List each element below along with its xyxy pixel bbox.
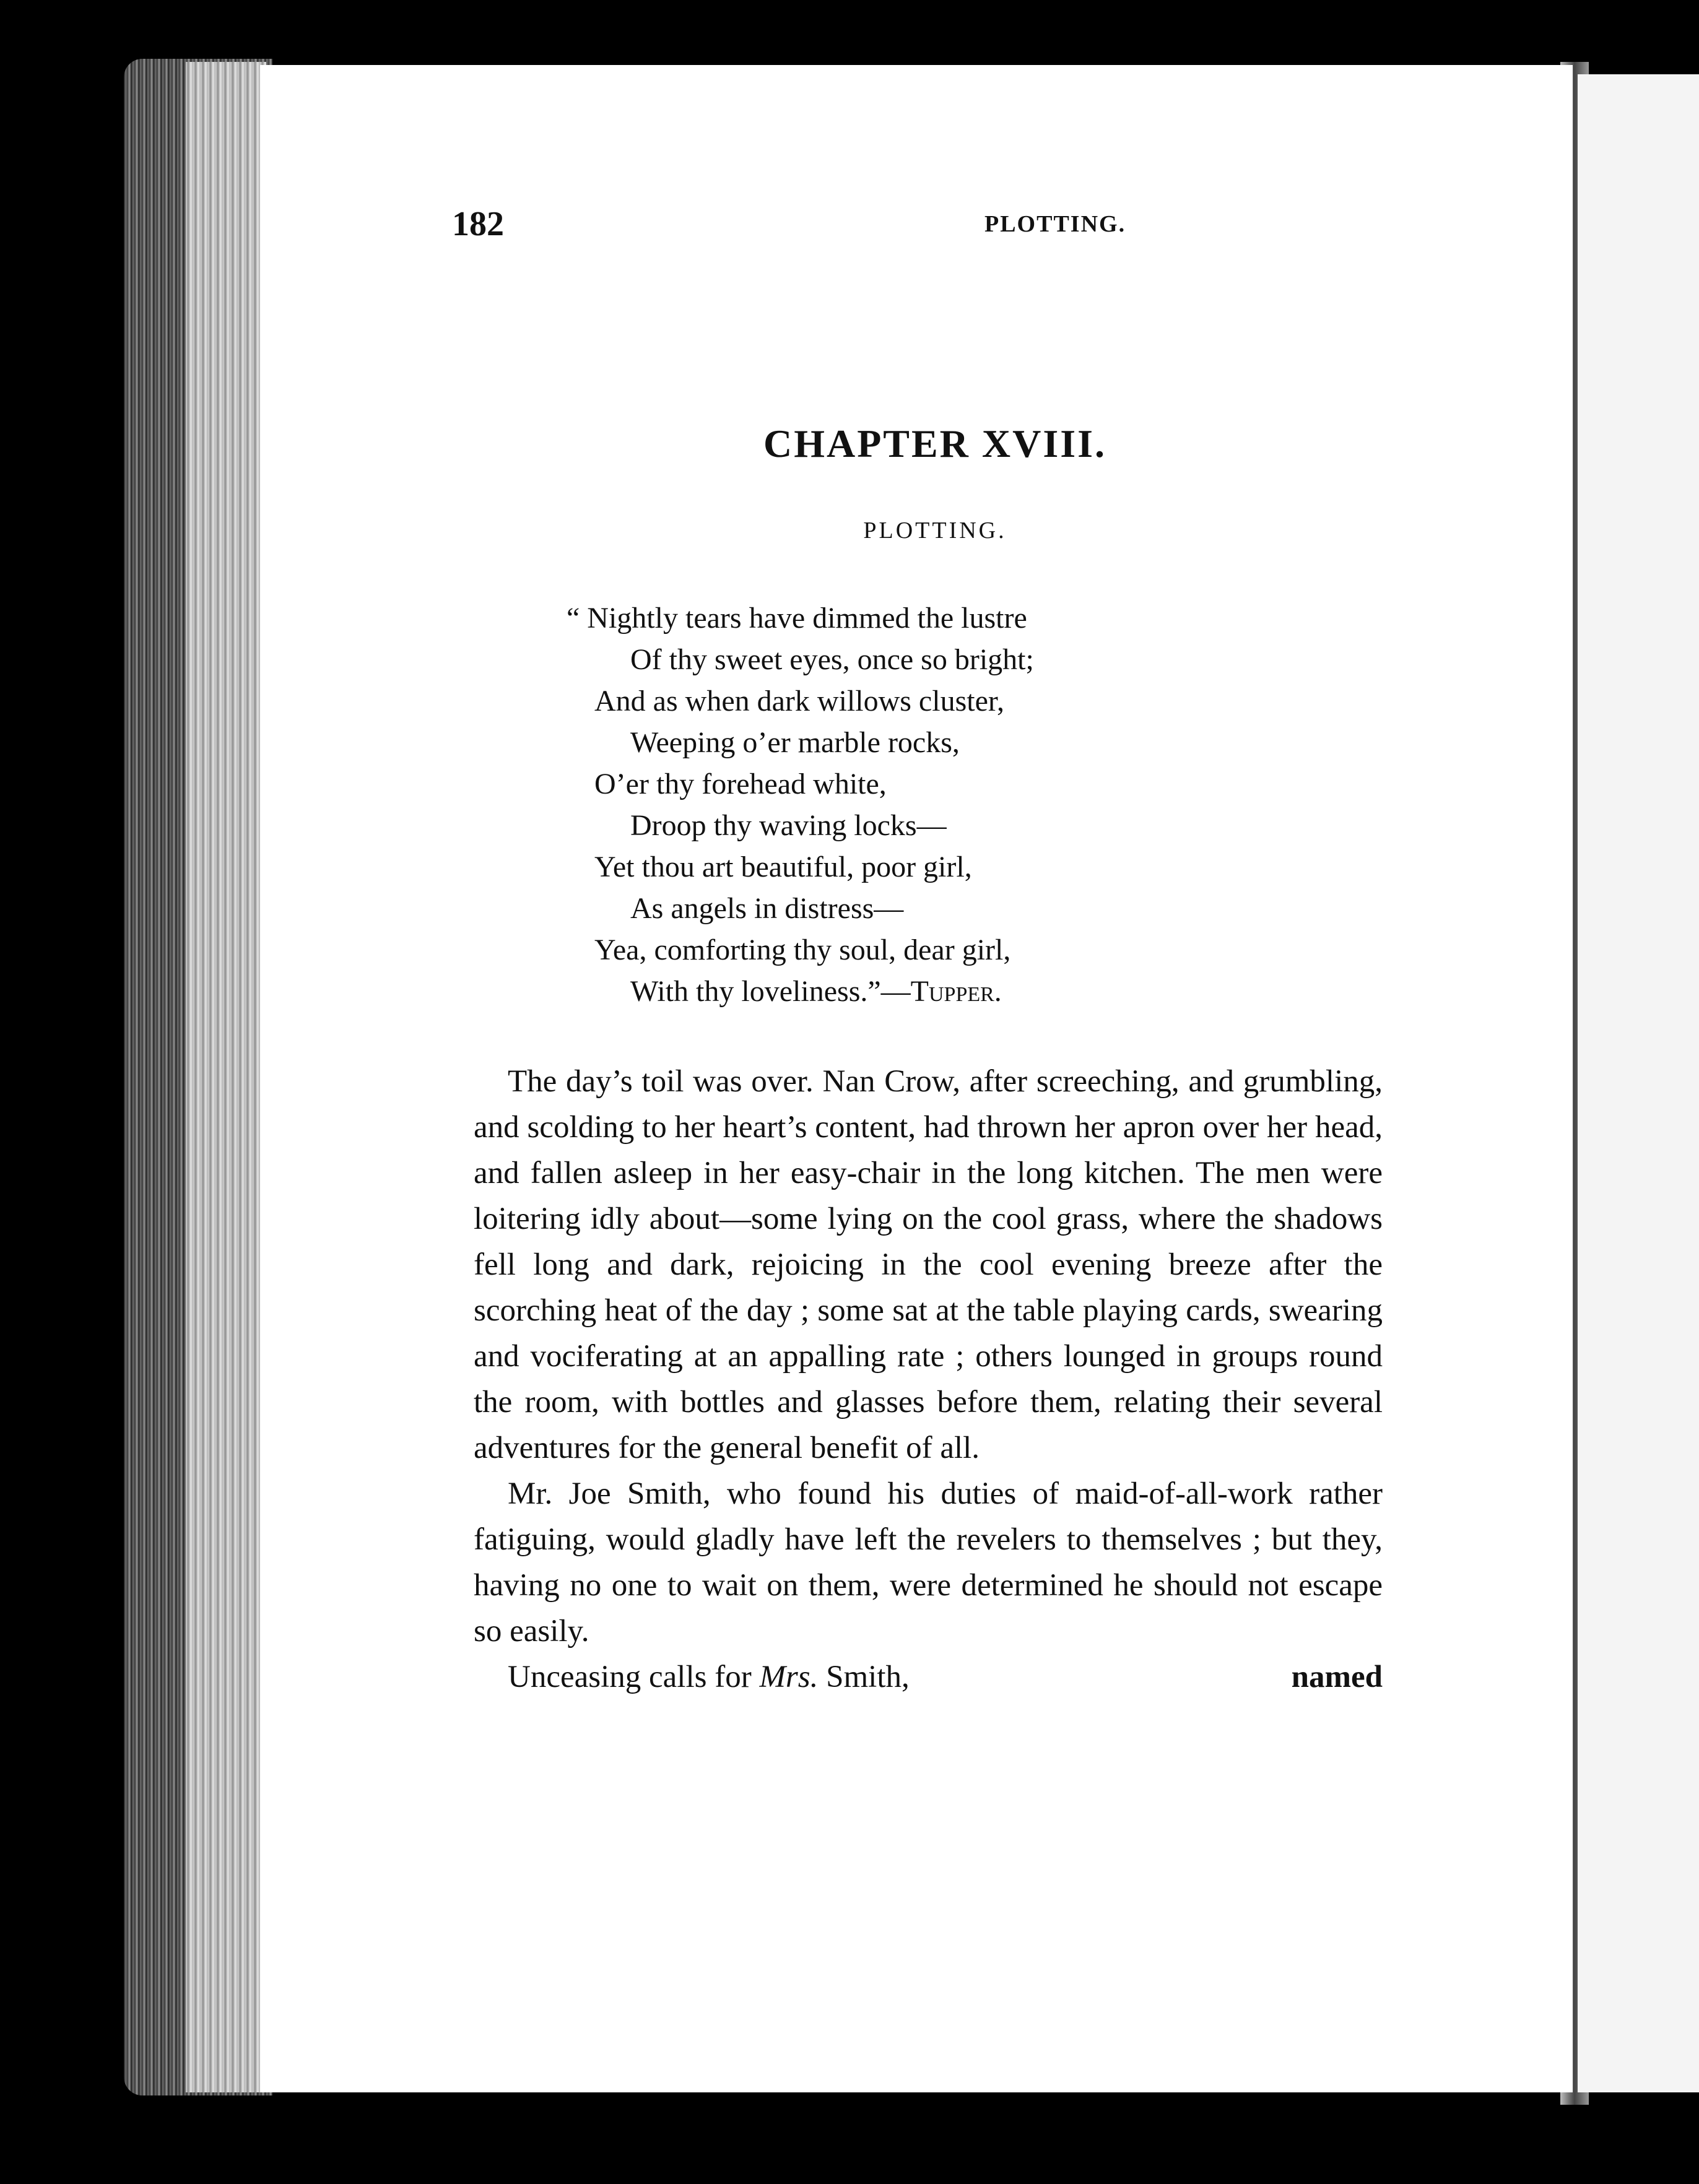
paragraph-end-word: named	[1291, 1660, 1383, 1694]
paragraph-text: Unceasing calls for	[508, 1660, 760, 1694]
epigraph-line: O’er thy forehead white,	[594, 768, 887, 800]
page-edges-highlight	[186, 62, 266, 2092]
body-text	[474, 1059, 1383, 1700]
epigraph-line: Droop thy waving locks—	[630, 809, 947, 842]
paragraph-text: Smith,	[818, 1660, 910, 1694]
epigraph-last-line	[594, 971, 1461, 1012]
epigraph-line: “ Nightly tears have dimmed the lustre	[567, 602, 1027, 635]
epigraph-line: As angels in distress—	[630, 892, 904, 925]
book-page	[260, 65, 1573, 2092]
epigraph	[567, 597, 1461, 1012]
paragraph: The day’s toil was over. Nan Crow, after screeching, and grumbling, and scolding to her heart’s content, had thrown her apron over her head, and fallen asleep in her easy-chair in the long kitchen. The men were loitering idly about—some lying on the cool grass, where the shadows fell long and dark, rejoicing in the cool evening breeze after the scorching heat of the day ; some sat at the table playing cards, swearing and vociferating at an appalling rate ; others lounged in groups round the room, with bottles and glasses before them, relating their several adventures for the general benefit of all.	[474, 1064, 1383, 1465]
running-head	[452, 204, 1381, 254]
paragraph-partial	[474, 1654, 1383, 1700]
chapter-title: CHAPTER XVIII.	[763, 422, 1107, 466]
page-number: 182	[452, 205, 504, 243]
epigraph-line: Yea, comforting thy soul, dear girl,	[594, 934, 1011, 966]
facing-page-edge	[1578, 74, 1699, 2092]
epigraph-line: Yet thou art beautiful, poor girl,	[594, 851, 972, 883]
italic-text: Mrs.	[759, 1660, 819, 1694]
paragraph: Mr. Joe Smith, who found his duties of maid-of-all-work rather fatiguing, would gladly have left the revelers to themselves ; but they, having no one to wait on them, were determined he should not escape so easily.	[474, 1476, 1383, 1649]
epigraph-line-text: With thy loveliness.”—	[630, 975, 911, 1008]
epigraph-line: Weeping o’er marble rocks,	[630, 726, 960, 759]
chapter-subtitle: PLOTTING.	[863, 518, 1007, 544]
epigraph-line: And as when dark willows cluster,	[594, 685, 1004, 717]
epigraph-line: Of thy sweet eyes, once so bright;	[630, 643, 1034, 676]
running-title: PLOTTING.	[984, 211, 1126, 237]
epigraph-attribution: Tupper.	[910, 975, 1002, 1008]
